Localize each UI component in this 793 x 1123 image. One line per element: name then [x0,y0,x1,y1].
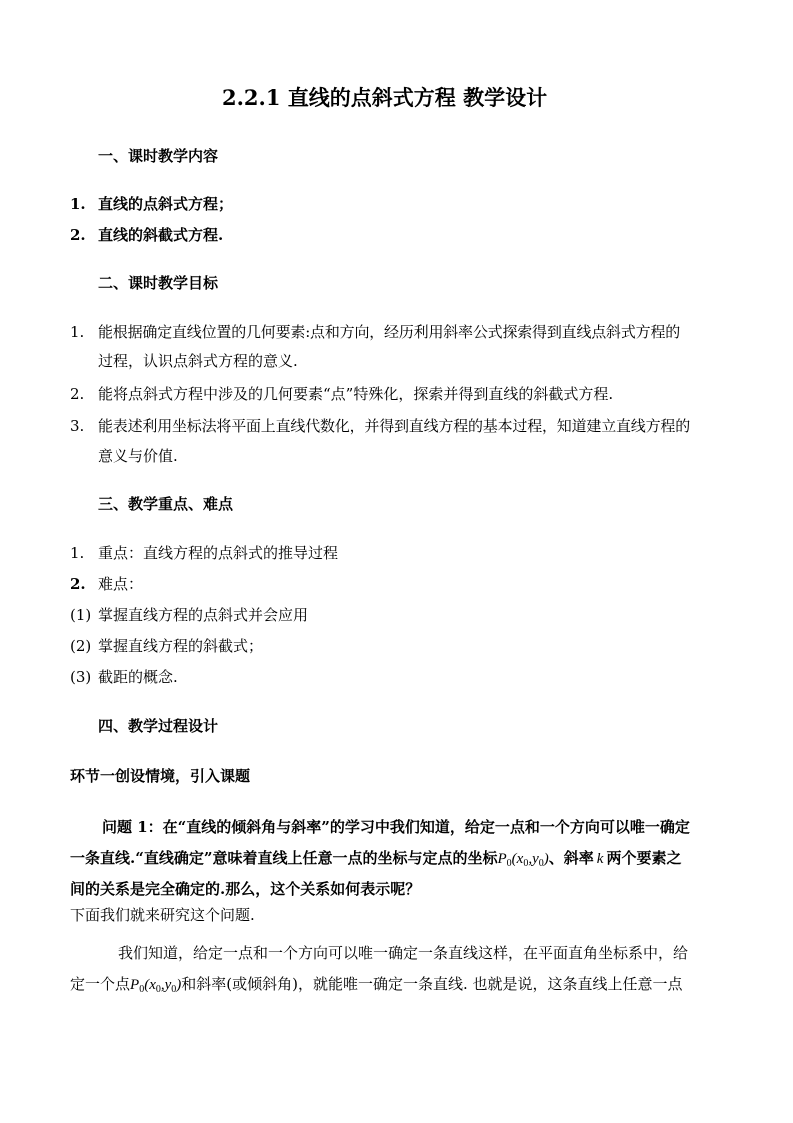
body-text: 和斜率(或倾斜角)，就能唯一确定一条直线. 也就是说，这条直线上任意一点 [181,975,683,993]
sub-list-number: (2) [70,637,92,655]
list-number: 2. [70,226,86,244]
sub-list-item [70,605,308,625]
list-number: 1. [70,323,85,341]
list-number: 2. [70,575,86,593]
list-text-continued: 过程，认识点斜式方程的意义. [98,352,298,370]
list-text: 直线方程的点斜式的推导过程 [143,544,339,562]
list-item [70,574,143,594]
list-text: 直线的斜截式方程. [98,226,224,244]
math-subscript: 0 [171,984,177,995]
math-subscript: 0 [139,984,145,995]
math-point-name: P [130,977,140,993]
math-slope-k: k [596,851,604,867]
list-number: 2. [70,385,85,403]
list-text: 能表述利用坐标法将平面上直线代数化，并得到直线方程的基本过程，知道建立直线方程的 [98,417,691,435]
list-text-continued: 意义与价值. [98,447,178,465]
body-paragraph-line-1: 我们知道，给定一点和一个方向可以唯一确定一条直线这样，在平面直角坐标系中，给 [118,944,689,962]
document-title: 2.2.1 直线的点斜式方程 教学设计 [222,85,548,110]
list-text: 能将点斜式方程中涉及的几何要素“点”特殊化，探索并得到直线的斜截式方程. [98,385,614,403]
list-label: 重点： [98,544,144,562]
math-x: x [149,977,156,993]
math-subscript: 0 [506,858,512,869]
math-y: y [164,977,172,993]
question-1-line-3: 间的关系是完全确定的.那么，这个关系如何表示呢？ [70,880,421,898]
list-text: 直线的点斜式方程； [98,195,234,213]
sub-list-number: (1) [70,606,92,624]
section-heading-content: 一、课时教学内容 [98,147,219,165]
math-point-name: P [497,851,507,867]
sub-list-item [70,636,263,656]
section-heading-objectives: 二、课时教学目标 [98,274,219,292]
math-subscript: 0 [538,858,544,869]
list-number: 3. [70,417,85,435]
section-heading-process: 四、教学过程设计 [98,717,219,735]
link-heading: 环节一创设情境，引入课题 [70,767,251,785]
question-1-line-2 [70,848,681,869]
body-paragraph-line-2 [70,974,683,995]
question-1-line-1: 问题 1：在“直线的倾斜角与斜率”的学习中我们知道，给定一点和一个方向可以唯一确定 [102,818,690,836]
question-text: 一条直线.“直线确定”意味着直线上任意一点的坐标与定点的坐标 [70,849,498,867]
section-heading-key-points: 三、教学重点、难点 [98,495,234,513]
sub-list-text: 掌握直线方程的斜截式； [98,637,264,655]
list-item [70,543,338,563]
list-text: 能根据确定直线位置的几何要素:点和方向，经历利用斜率公式探索得到直线点斜式方程的 [98,323,681,341]
list-label: 难点： [98,575,144,593]
list-number: 1. [70,544,85,562]
sub-list-text: 掌握直线方程的点斜式并会应用 [98,606,309,624]
sub-list-number: (3) [70,668,92,686]
question-text: 、斜率 [548,849,594,867]
math-subscript: 0 [523,858,529,869]
sub-list-text: 截距的概念. [98,668,178,686]
sub-list-item [70,667,178,687]
list-number: 1. [70,195,86,213]
list-item [70,225,223,245]
list-item [70,194,233,214]
intro-paragraph: 下面我们就来研究这个问题. [70,906,255,924]
point-formula: $P_0(x_0,y_0)$ [130,977,182,995]
math-y: y [532,851,539,867]
math-x: x [516,851,524,867]
point-formula: $P_0(x_0,y_0)$ [497,851,549,869]
body-text: 定一个点 [70,975,131,993]
math-subscript: 0 [155,984,161,995]
question-text: 两个要素之 [606,849,682,867]
